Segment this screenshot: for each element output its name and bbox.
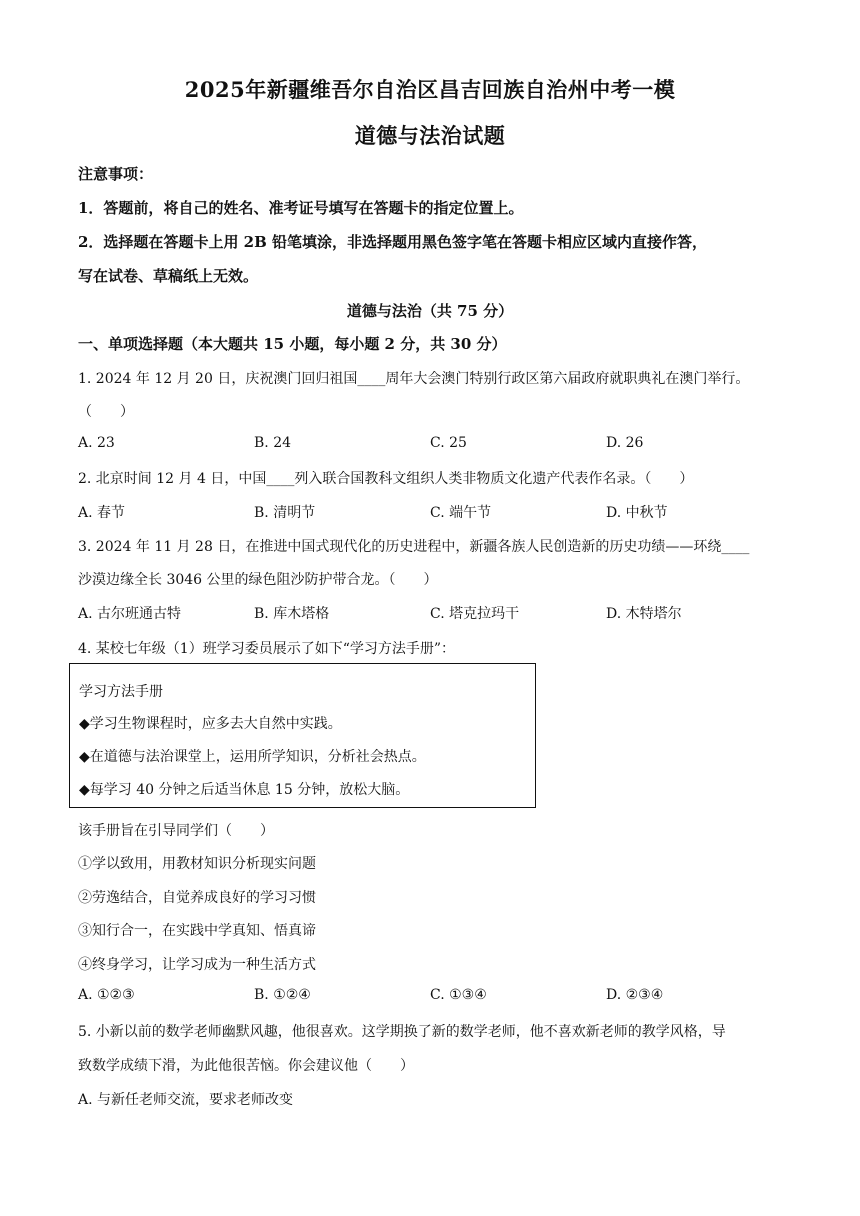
question-4-statement-3: ③知行合一，在实践中学真知、悟真谛	[78, 923, 316, 939]
question-1-stem: 1. 2024 年 12 月 20 日，庆祝澳门回归祖国____周年大会澳门特别行政区第六届政府就职典礼在澳门举行。	[78, 371, 750, 387]
question-1-bracket: （ ）	[78, 404, 134, 420]
question-1-option-b[interactable]: B. 24	[254, 435, 292, 451]
handbook-item-1: ◆学习生物课程时，应多去大自然中实践。	[79, 716, 342, 732]
question-4-option-c[interactable]: C. ①③④	[430, 987, 487, 1003]
handbook-item-3: ◆每学习 40 分钟之后适当休息 15 分钟，放松大脑。	[79, 782, 410, 798]
question-2-option-d[interactable]: D. 中秋节	[606, 505, 668, 521]
question-1-option-d[interactable]: D. 26	[606, 435, 644, 451]
handbook-title: 学习方法手册	[79, 684, 163, 700]
notice-item-2-line-2: 写在试卷、草稿纸上无效。	[78, 267, 259, 285]
question-3-stem-line-1: 3. 2024 年 11 月 28 日，在推进中国式现代化的历史进程中，新疆各族人民创造新的历史功绩——环绕____	[78, 539, 750, 555]
notice-item-1: 1．答题前，将自己的姓名、准考证号填写在答题卡的指定位置上。	[78, 199, 524, 217]
notice-item-2-line-1: 2．选择题在答题卡上用 2B 铅笔填涂，非选择题用黑色签字笔在答题卡相应区域内直接作答，	[78, 233, 708, 251]
study-method-handbook-box	[69, 663, 536, 808]
question-2-stem: 2. 北京时间 12 月 4 日，中国____列入联合国教科文组织人类非物质文化遗产代表作名录。（ ）	[78, 471, 694, 487]
question-4-option-b[interactable]: B. ①②④	[254, 987, 311, 1003]
exam-title: 2025年新疆维吾尔自治区昌吉回族自治州中考一模	[184, 77, 676, 102]
handbook-item-2: ◆在道德与法治课堂上，运用所学知识，分析社会热点。	[79, 749, 426, 765]
notice-heading: 注意事项：	[78, 165, 154, 183]
question-4-option-a[interactable]: A. ①②③	[78, 987, 135, 1003]
question-3-option-b[interactable]: B. 库木塔格	[254, 606, 330, 622]
question-1-option-c[interactable]: C. 25	[430, 435, 467, 451]
question-4-stem: 4. 某校七年级（1）班学习委员展示了如下“学习方法手册”：	[78, 641, 456, 657]
section-heading: 道德与法治（共 75 分）	[346, 302, 514, 320]
question-2-option-c[interactable]: C. 端午节	[430, 505, 492, 521]
question-2-option-b[interactable]: B. 清明节	[254, 505, 316, 521]
question-3-option-a[interactable]: A. 古尔班通古特	[78, 606, 182, 622]
question-4-option-d[interactable]: D. ②③④	[606, 987, 664, 1003]
question-4-statement-1: ①学以致用，用教材知识分析现实问题	[78, 856, 316, 872]
question-1-option-a[interactable]: A. 23	[78, 435, 115, 451]
part-1-heading: 一、单项选择题（本大题共 15 小题，每小题 2 分，共 30 分）	[78, 335, 507, 353]
question-5-stem-line-1: 5. 小新以前的数学老师幽默风趣，他很喜欢。这学期换了新的数学老师，他不喜欢新老师的教学风格，导	[78, 1024, 726, 1040]
question-4-statement-2: ②劳逸结合，自觉养成良好的学习习惯	[78, 890, 316, 906]
question-3-option-d[interactable]: D. 木特塔尔	[606, 606, 682, 622]
question-5-stem-line-2: 致数学成绩下滑，为此他很苦恼。你会建议他（ ）	[78, 1058, 414, 1074]
question-2-option-a[interactable]: A. 春节	[78, 505, 126, 521]
question-3-stem-line-2: 沙漠边缘全长 3046 公里的绿色阻沙防护带合龙。（ ）	[78, 572, 438, 588]
question-5-option-a[interactable]: A. 与新任老师交流，要求老师改变	[78, 1092, 294, 1108]
question-4-statement-4: ④终身学习，让学习成为一种生活方式	[78, 957, 316, 973]
exam-subtitle: 道德与法治试题	[354, 123, 506, 148]
question-3-option-c[interactable]: C. 塔克拉玛干	[430, 606, 520, 622]
question-4-prompt: 该手册旨在引导同学们（ ）	[78, 823, 274, 839]
